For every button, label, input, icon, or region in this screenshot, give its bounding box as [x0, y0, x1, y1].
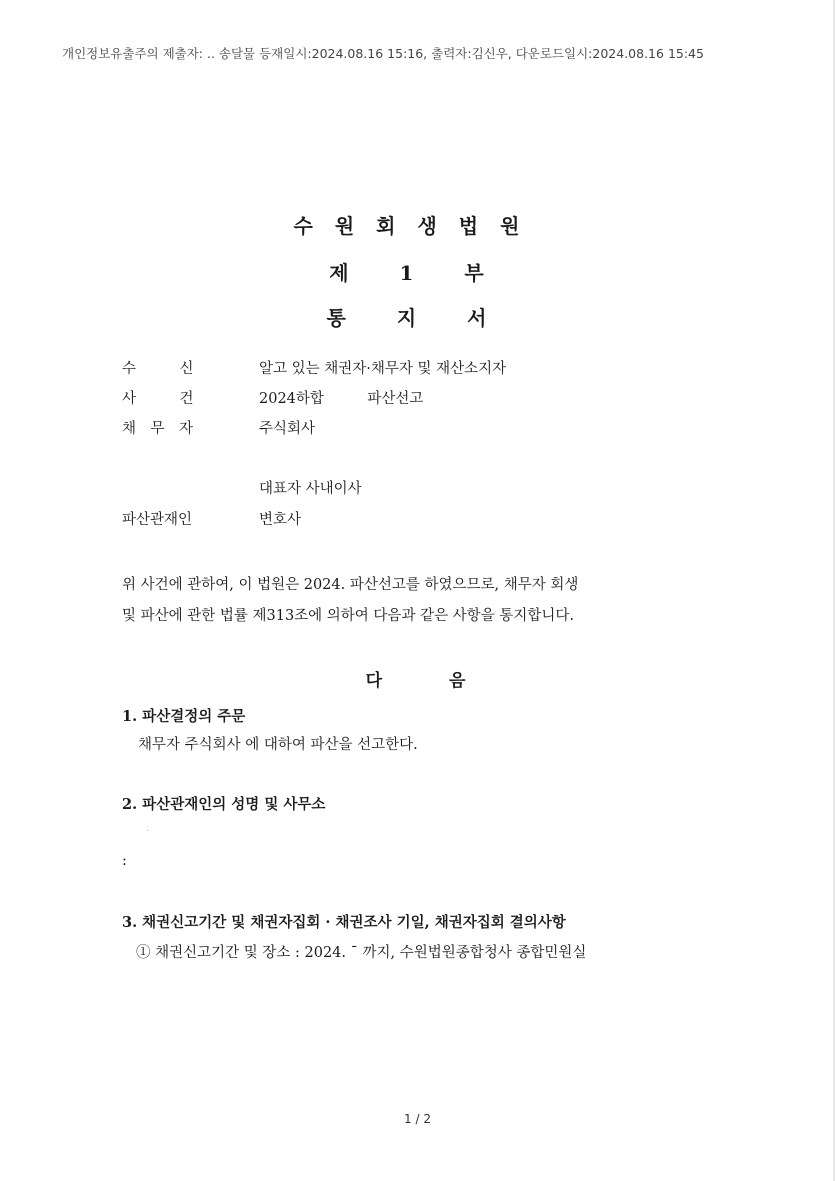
recipient-label: 수 신 [122, 361, 194, 377]
page-number: 1 / 2 [404, 1112, 431, 1126]
section-2-colon: : [122, 853, 127, 869]
print-header: 개인정보유출주의 제출자: .. 송달물 등재일시:2024.08.16 15:16, 출력자:김신우, 다운로드일시:2024.08.16 15:45 [62, 46, 704, 61]
court-title: 수원회생법원 [293, 214, 542, 238]
case-value: 2024하합 파산선고 [259, 391, 424, 407]
document-title: 통 지 서 [326, 306, 509, 330]
trustee-value: 변호사 [259, 512, 302, 528]
debtor-label: 채 무 자 [122, 421, 194, 437]
trustee-label: 파산관재인 [122, 512, 193, 528]
section-2-title: 2. 파산관재인의 성명 및 사무소 [122, 796, 326, 813]
section-1-text: 채무자 주식회사 에 대하여 파산을 선고한다. [138, 737, 418, 753]
body-line-2: 및 파산에 관한 법률 제313조에 의하여 다음과 같은 사항을 통지합니다. [122, 608, 574, 624]
representative-value: 대표자 사내이사 [259, 481, 362, 497]
section-1-title: 1. 파산결정의 주문 [122, 708, 246, 725]
section-3-item-1: ① 채권신고기간 및 장소 : 2024. ¯ 까지, 수원법원종합청사 종합민원실 [136, 945, 587, 961]
notice-heading: 다 음 [365, 671, 470, 691]
section-3-title: 3. 채권신고기간 및 채권자집회 · 채권조사 기일, 채권자집회 결의사항 [122, 914, 566, 931]
body-line-1: 위 사건에 관하여, 이 법원은 2024. 파산선고를 하였으므로, 채무자 회생 [122, 577, 579, 593]
section-2-mark: · [146, 826, 150, 837]
division-title: 제 1 부 [329, 261, 506, 285]
recipient-value: 알고 있는 채권자·채무자 및 재산소지자 [259, 361, 507, 377]
case-label: 사 건 [122, 391, 194, 407]
debtor-value: 주식회사 [259, 421, 316, 437]
